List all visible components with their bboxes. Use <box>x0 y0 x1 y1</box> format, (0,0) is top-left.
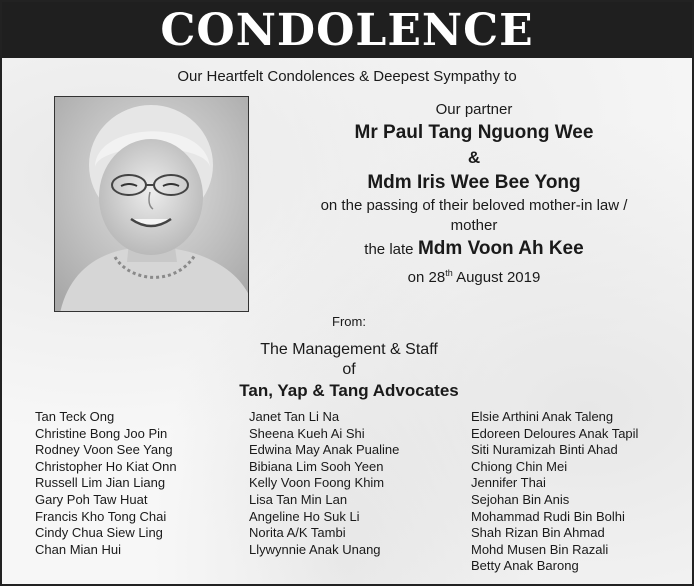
list-item: Bibiana Lim Sooh Yeen <box>249 458 384 474</box>
subtitle: Our Heartfelt Condolences & Deepest Sympathy to <box>177 68 517 85</box>
list-item: Lisa Tan Min Lan <box>249 491 348 507</box>
page-title: CONDOLENCE <box>160 4 534 56</box>
tribute-block <box>264 100 684 288</box>
partner-name-1: Mr Paul Tang Nguong Wee <box>354 122 594 143</box>
list-item: Llywynnie Anak Unang <box>249 541 381 557</box>
list-item: Francis Kho Tong Chai <box>35 508 167 524</box>
list-item: Gary Poh Taw Huat <box>35 491 148 507</box>
deceased-line <box>264 236 684 263</box>
list-item: Christine Bong Joo Pin <box>35 425 168 441</box>
portrait-photo <box>54 96 249 312</box>
our-partner-label: Our partner <box>435 101 513 118</box>
list-item: Edwina May Anak Pualine <box>249 442 400 458</box>
list-item: Jennifer Thai <box>471 475 546 491</box>
list-item: Russell Lim Jian Liang <box>35 475 166 491</box>
list-item: Mohd Musen Bin Razali <box>471 541 609 557</box>
list-item: Elsie Arthini Anak Taleng <box>471 409 614 424</box>
from-label: From: <box>332 314 366 329</box>
list-item: Sejohan Bin Anis <box>471 491 570 507</box>
date-superscript: th <box>445 268 453 278</box>
list-item: Shah Rizan Bin Ahmad <box>471 525 605 541</box>
names-column-1 <box>35 409 177 558</box>
management-line: The Management & Staff <box>260 341 438 358</box>
sender-block <box>2 340 694 402</box>
date-prefix: on 28 <box>407 269 446 286</box>
date-line <box>264 263 684 288</box>
title-banner <box>2 2 692 58</box>
of-line: of <box>342 361 356 378</box>
list-item: Christopher Ho Kiat Onn <box>35 458 177 474</box>
passing-line-1: on the passing of their beloved mother-in law / <box>320 197 628 214</box>
list-item: Edoreen Deloures Anak Tapil <box>471 425 639 441</box>
list-item: Chan Mian Hui <box>35 541 121 557</box>
list-item: Tan Teck Ong <box>35 409 115 424</box>
the-late-label: the late <box>364 241 414 258</box>
list-item: Cindy Chua Siew Ling <box>35 525 163 541</box>
passing-line-2: mother <box>450 217 498 234</box>
list-item: Rodney Voon See Yang <box>35 442 173 458</box>
partner-name-2: Mdm Iris Wee Bee Yong <box>367 172 581 193</box>
list-item: Angeline Ho Suk Li <box>249 508 360 524</box>
list-item: Kelly Voon Foong Khim <box>249 475 385 491</box>
names-column-3 <box>471 409 638 575</box>
list-item: Janet Tan Li Na <box>249 409 340 424</box>
firm-name: Tan, Yap & Tang Advocates <box>239 381 459 400</box>
list-item: Mohammad Rudi Bin Bolhi <box>471 508 625 524</box>
list-item: Sheena Kueh Ai Shi <box>249 425 365 441</box>
names-column-2 <box>249 409 399 558</box>
deceased-name: Mdm Voon Ah Kee <box>417 238 584 259</box>
list-item: Siti Nuramizah Binti Ahad <box>471 442 618 458</box>
list-item: Chiong Chin Mei <box>471 458 568 474</box>
portrait-image <box>55 97 249 312</box>
list-item: Betty Anak Barong <box>471 558 579 574</box>
ampersand: & <box>467 148 481 167</box>
list-item: Norita A/K Tambi <box>249 525 346 541</box>
date-suffix: August 2019 <box>452 269 541 286</box>
